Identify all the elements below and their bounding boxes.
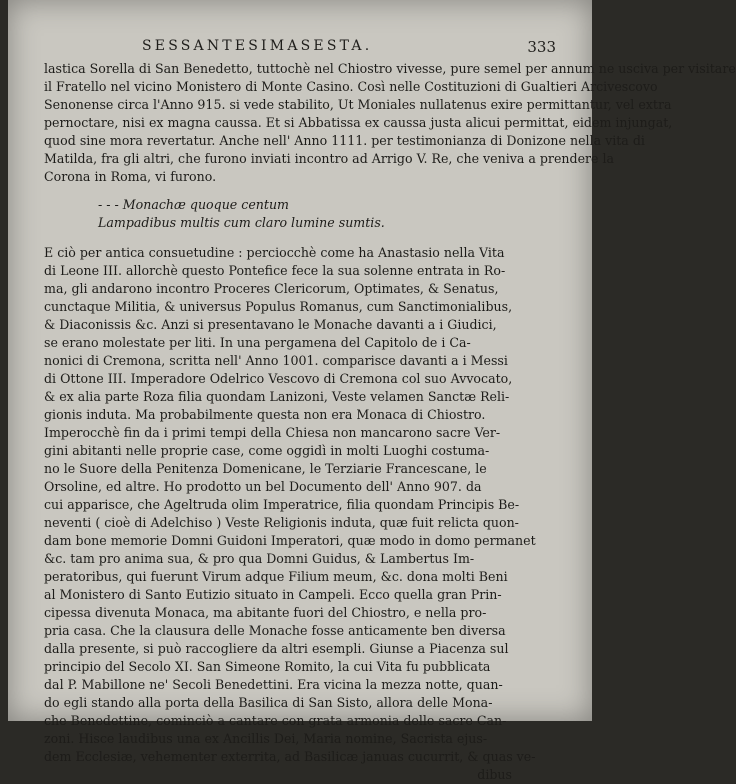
text-line: dem Ecclesiæ, vehementer exterrita, ad Basilicæ januas cucurrit, & quas ve- bbox=[44, 749, 536, 764]
text-line: cunctaque Militia, & universus Populus Romanus, cum Sanctimonialibus, bbox=[44, 299, 513, 314]
quote-line: Lampadibus multis cum claro lumine sumtis. bbox=[98, 215, 385, 230]
text-line: Matilda, fra gli altri, che furono inviati incontro ad Arrigo V. Re, che veniva a prendere la bbox=[44, 151, 615, 166]
text-line: & ex alia parte Roza filia quondam Lanizoni, Veste velamen Sanctæ Reli- bbox=[44, 389, 510, 404]
text-line: se erano molestate per liti. In una pergamena del Capitolo de i Ca- bbox=[44, 335, 471, 350]
text-line: principio del Secolo XI. San Simeone Romito, la cui Vita fu pubblicata bbox=[44, 659, 491, 674]
paragraph-2 bbox=[44, 244, 552, 784]
text-line: Orsoline, ed altre. Ho prodotto un bel Documento dell' Anno 907. da bbox=[44, 479, 482, 494]
text-line: peratoribus, qui fuerunt Virum adque Filium meum, &c. dona molti Beni bbox=[44, 569, 508, 584]
text-line: cipessa divenuta Monaca, ma abitante fuori del Chiostro, e nella pro- bbox=[44, 605, 487, 620]
text-line: zoni. Hisce laudibus una ex Ancillis Dei, Maria nomine, Sacrista ejus- bbox=[44, 731, 488, 746]
text-line: dal P. Mabillone ne' Secoli Benedettini. Era vicina la mezza notte, quan- bbox=[44, 677, 503, 692]
text-line: ma, gli andarono incontro Proceres Clericorum, Optimates, & Senatus, bbox=[44, 281, 499, 296]
text-line: &c. tam pro anima sua, & pro qua Domni Guidus, & Lambertus Im- bbox=[44, 551, 475, 566]
text-line: pernoctare, nisi ex magna caussa. Et si Abbatissa ex caussa justa alicui permittat, eidem injungat, bbox=[44, 115, 673, 130]
text-line: gionis induta. Ma probabilmente questa non era Monaca di Chiostro. bbox=[44, 407, 486, 422]
running-title: SESSANTESIMASESTA. bbox=[142, 38, 373, 54]
text-line: quod sine mora revertatur. Anche nell' Anno 1111. per testimonianza di Donizone nella vita di bbox=[44, 133, 645, 148]
page-number: 333 bbox=[527, 38, 556, 56]
text-line: do egli stando alla porta della Basilica di San Sisto, allora delle Mona- bbox=[44, 695, 493, 710]
text-line: neventi ( cioè di Adelchiso ) Veste Religionis induta, quæ fuit relicta quon- bbox=[44, 515, 519, 530]
paragraph-1 bbox=[44, 60, 736, 186]
text-line: no le Suore della Penitenza Domenicane, le Terziarie Francescane, le bbox=[44, 461, 487, 476]
text-line: & Diaconissis &c. Anzi si presentavano le Monache davanti a i Giudici, bbox=[44, 317, 497, 332]
page-header bbox=[8, 38, 592, 60]
text-line: lastica Sorella di San Benedetto, tuttochè nel Chiostro vivesse, pure semel per annum ne usciva per visitare bbox=[44, 61, 736, 76]
text-line: Senonense circa l'Anno 915. si vede stabilito, Ut Moniales nullatenus exire permittantur, vel extra bbox=[44, 97, 672, 112]
text-line: Imperocchè fin da i primi tempi della Chiesa non mancarono sacre Ver- bbox=[44, 425, 501, 440]
verse-quote bbox=[98, 196, 552, 232]
text-line: il Fratello nel vicino Monistero di Monte Casino. Così nelle Costituzioni di Gualtieri Arcivescovo bbox=[44, 79, 658, 94]
body-text bbox=[44, 60, 736, 784]
text-line: E ciò per antica consuetudine : perciocchè come ha Anastasio nella Vita bbox=[44, 245, 505, 260]
text-line: pria casa. Che la clausura delle Monache fosse anticamente ben diversa bbox=[44, 623, 506, 638]
text-line: di Leone III. allorchè questo Pontefice fece la sua solenne entrata in Ro- bbox=[44, 263, 506, 278]
text-line: che Benedettine, cominciò a cantare con grata armonia delle sacre Can- bbox=[44, 713, 507, 728]
text-line: cui apparisce, che Ageltruda olim Imperatrice, filia quondam Principis Be- bbox=[44, 497, 520, 512]
text-line: dibus bbox=[477, 767, 512, 782]
text-line: al Monistero di Santo Eutizio situato in Campeli. Ecco quella gran Prin- bbox=[44, 587, 502, 602]
text-line: dalla presente, si può raccogliere da altri esempli. Giunse a Piacenza sul bbox=[44, 641, 509, 656]
text-line: nonici di Cremona, scritta nell' Anno 1001. comparisce davanti a i Messi bbox=[44, 353, 508, 368]
text-line: gini abitanti nelle proprie case, come oggidì in molti Luoghi costuma- bbox=[44, 443, 490, 458]
quote-line: - - - Monachæ quoque centum bbox=[98, 197, 289, 212]
text-line: di Ottone III. Imperadore Odelrico Vescovo di Cremona col suo Avvocato, bbox=[44, 371, 513, 386]
text-line: dam bone memorie Domni Guidoni Imperatori, quæ modo in domo permanet bbox=[44, 533, 536, 548]
text-line: Corona in Roma, vi furono. bbox=[44, 169, 217, 184]
book-page bbox=[8, 0, 736, 782]
